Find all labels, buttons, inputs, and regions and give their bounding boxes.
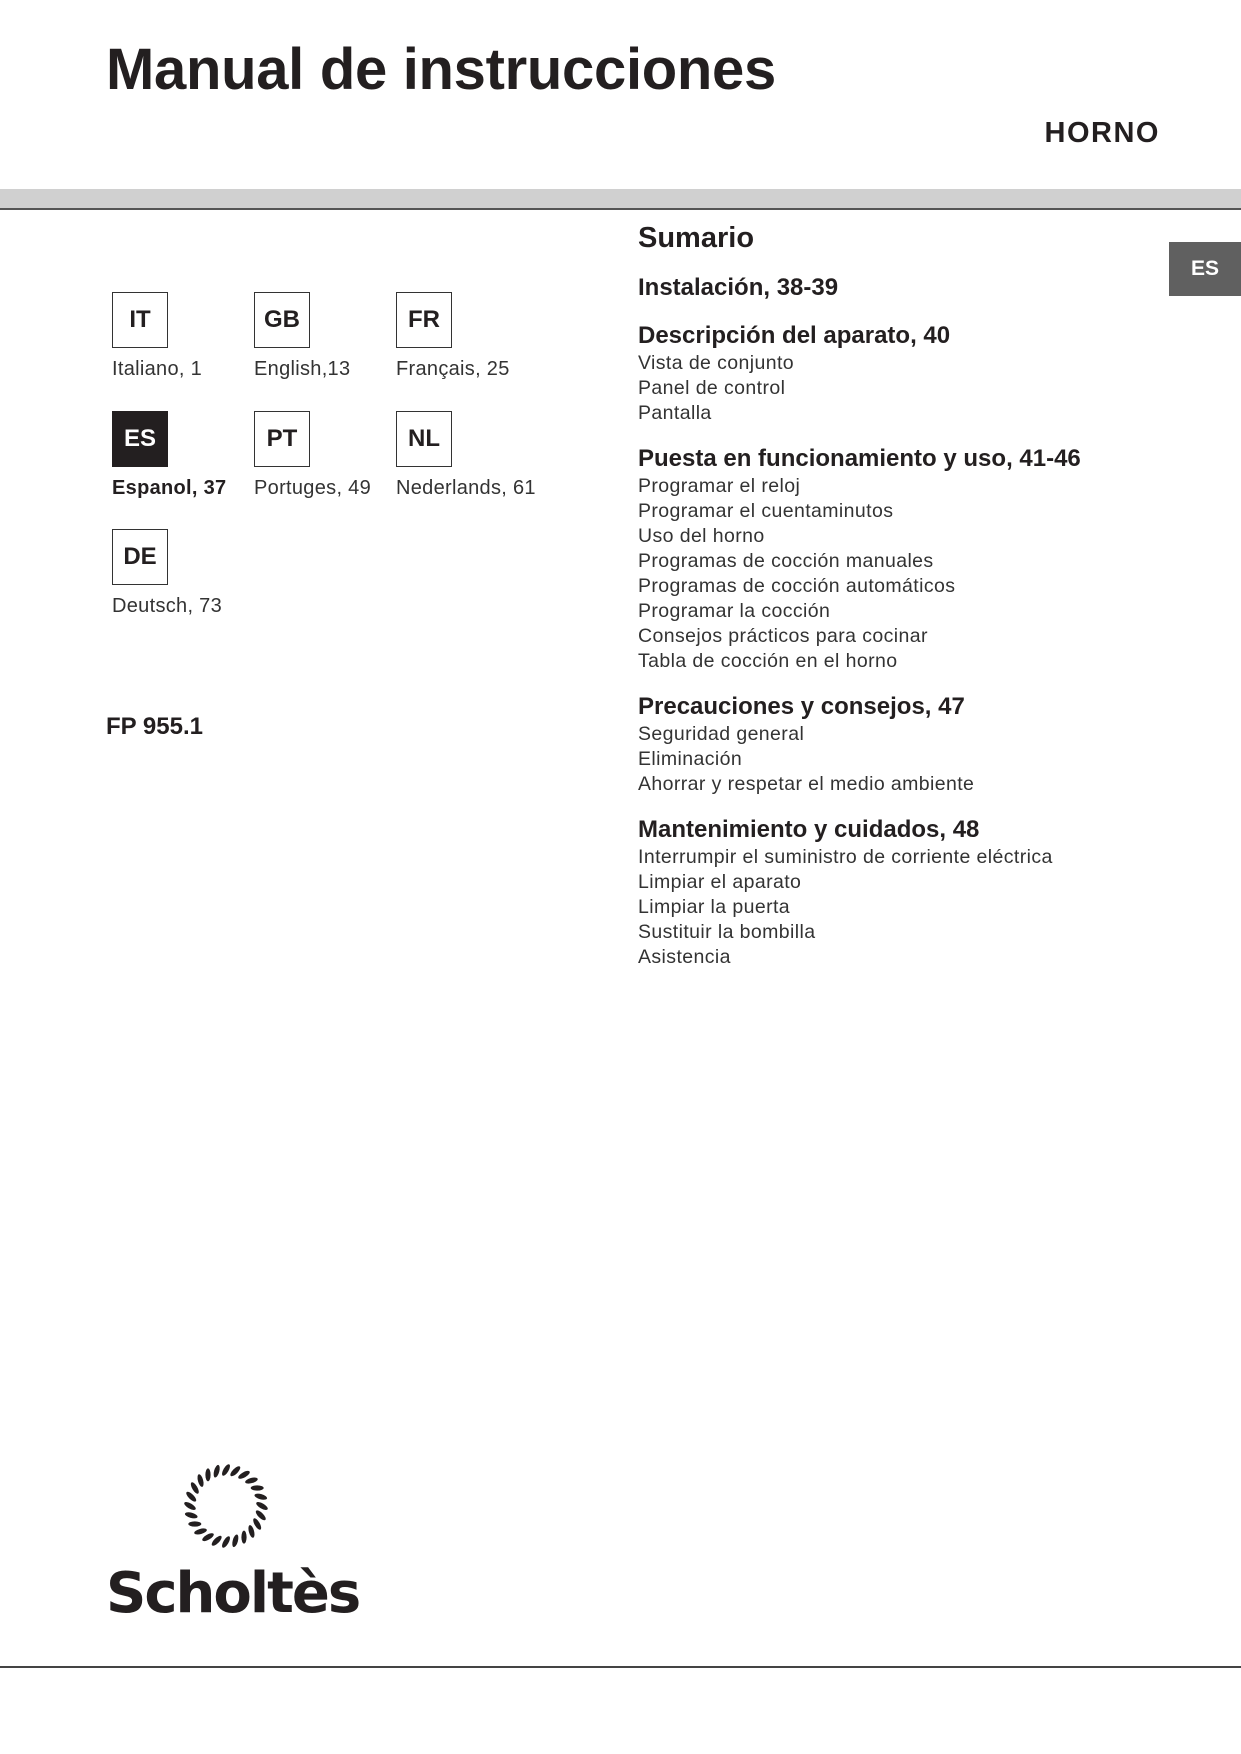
language-code-box: ES [112, 411, 168, 467]
toc-section-puesta-en-funcionamiento [638, 444, 1158, 674]
language-label: Italiano, 1 [112, 358, 203, 380]
header-divider [0, 189, 1241, 210]
language-code-box: FR [396, 292, 452, 348]
language-code-box: PT [254, 411, 310, 467]
language-item-gb[interactable] [254, 292, 350, 381]
toc-item[interactable]: Pantalla [638, 402, 712, 424]
toc-section-title[interactable]: Precauciones y consejos, 47 [638, 693, 965, 720]
language-label: Espanol, 37 [112, 477, 227, 499]
language-item-de[interactable] [112, 529, 222, 618]
language-label: Portuges, 49 [254, 477, 372, 499]
toc-heading: Sumario [638, 222, 755, 254]
toc-section-title[interactable]: Puesta en funcionamiento y uso, 41-46 [638, 445, 1081, 472]
toc-item[interactable]: Tabla de cocción en el horno [638, 650, 898, 672]
toc-section-mantenimiento [638, 815, 1158, 970]
language-label: English,13 [254, 358, 351, 380]
toc-item[interactable]: Consejos prácticos para cocinar [638, 625, 928, 647]
toc-item[interactable]: Limpiar el aparato [638, 871, 802, 893]
brand-logo-text: Scholtès [106, 1561, 360, 1626]
toc-item[interactable]: Limpiar la puerta [638, 896, 791, 918]
language-item-pt[interactable] [254, 411, 371, 500]
toc-item[interactable]: Sustituir la bombilla [638, 921, 816, 943]
toc-item[interactable]: Asistencia [638, 946, 731, 968]
sun-burst-icon [178, 1458, 274, 1554]
language-label: Français, 25 [396, 358, 510, 380]
toc-item-list [638, 474, 1158, 674]
toc-item-list [638, 845, 1158, 970]
language-item-fr[interactable] [396, 292, 510, 381]
toc-item[interactable]: Uso del horno [638, 525, 765, 547]
toc-item[interactable]: Eliminación [638, 748, 743, 770]
document-title: Manual de instrucciones [106, 37, 776, 102]
language-item-it[interactable] [112, 292, 202, 381]
toc-item[interactable]: Programar el cuentaminutos [638, 500, 894, 522]
toc-item[interactable]: Programas de cocción manuales [638, 550, 934, 572]
toc-item-list [638, 351, 1158, 426]
model-number: FP 955.1 [106, 713, 203, 740]
footer-divider [0, 1666, 1241, 1668]
toc-item[interactable]: Programar la cocción [638, 600, 831, 622]
toc-item[interactable]: Panel de control [638, 377, 786, 399]
toc-section-title[interactable]: Instalación, 38-39 [638, 274, 839, 301]
language-label: Nederlands, 61 [396, 477, 536, 499]
language-item-nl[interactable] [396, 411, 536, 500]
toc-item[interactable]: Programas de cocción automáticos [638, 575, 956, 597]
language-label: Deutsch, 73 [112, 595, 223, 617]
toc-section-instalacion [638, 273, 1158, 303]
table-of-contents [638, 222, 1158, 988]
brand-logo [106, 1458, 360, 1626]
language-code-box: GB [254, 292, 310, 348]
toc-item[interactable]: Ahorrar y respetar el medio ambiente [638, 773, 975, 795]
toc-item-list [638, 722, 1158, 797]
language-code-box: DE [112, 529, 168, 585]
language-code-box: NL [396, 411, 452, 467]
language-side-tab: ES [1169, 242, 1241, 296]
language-item-es[interactable] [112, 411, 226, 500]
document-subtitle: HORNO [1044, 117, 1160, 149]
toc-item[interactable]: Seguridad general [638, 723, 805, 745]
toc-section-title[interactable]: Descripción del aparato, 40 [638, 322, 951, 349]
toc-section-descripcion [638, 321, 1158, 426]
toc-item[interactable]: Interrumpir el suministro de corriente eléctrica [638, 846, 1053, 868]
toc-section-title[interactable]: Mantenimiento y cuidados, 48 [638, 816, 980, 843]
language-code-box: IT [112, 292, 168, 348]
toc-section-precauciones [638, 692, 1158, 797]
toc-item[interactable]: Programar el reloj [638, 475, 801, 497]
toc-item[interactable]: Vista de conjunto [638, 352, 795, 374]
